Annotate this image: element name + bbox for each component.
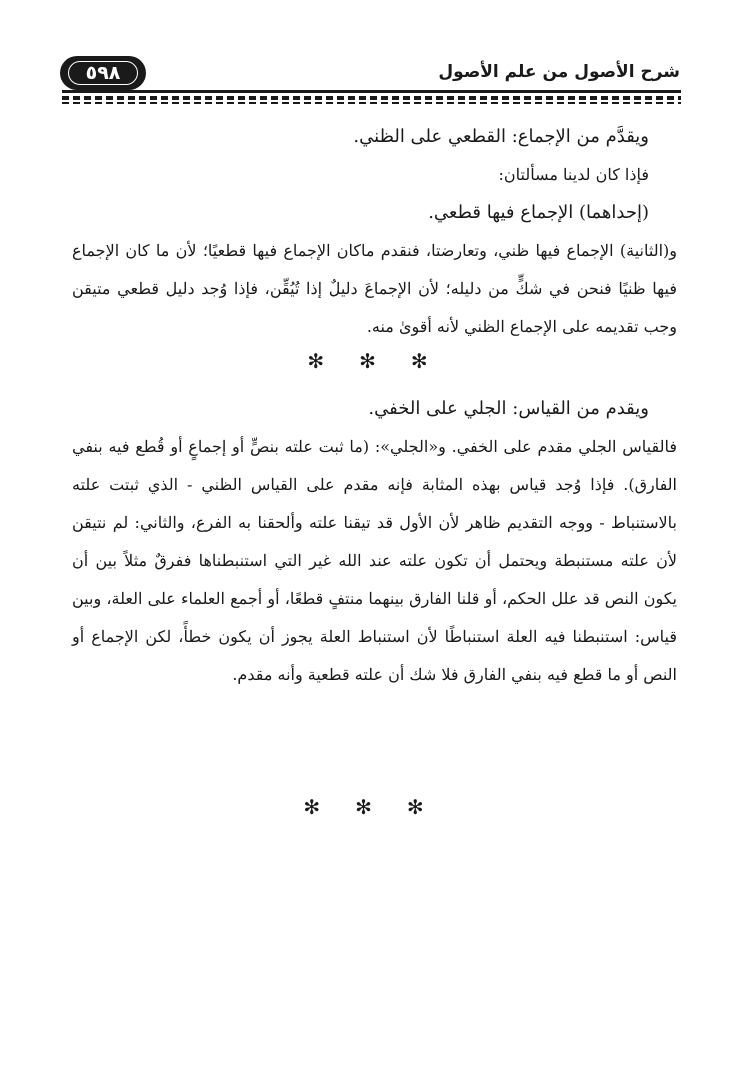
header-dashed-rule [62, 96, 681, 100]
paragraph-two-issues: فإذا كان لدينا مسألتان: [498, 165, 649, 184]
page-number-badge [60, 56, 146, 90]
running-title: شرح الأصول من علم الأصول [438, 62, 680, 82]
paragraph-second-issue: و(الثانية) الإجماع فيها ظني، وتعارضتا، فنقدم ماكان الإجماع فيها قطعيًا؛ لأن ما كان الإجماع فيها ظنيًا فنحن في شكٍّ من دليله؛ لأن الإجماعَ دليلٌ إذا تُيُقِّن، فإذا وُجد دليل قطعي متيقن وجب تقديمه على الإجماع الظني لأنه أقوىٰ منه. [72, 241, 677, 336]
paragraph-first-issue: (إحداهما) الإجماع فيها قطعي. [428, 202, 649, 223]
paragraph-qiyas-rule: ويقدم من القياس: الجلي على الخفي. [368, 398, 649, 419]
end-separator: ✻ ✻ ✻ [303, 795, 438, 819]
header-dashed-rule-thin [62, 102, 681, 104]
paragraph-ijma-rule: ويقدَّم من الإجماع: القطعي على الظني. [353, 126, 649, 147]
paragraph-qiyas-explanation: فالقياس الجلي مقدم على الخفي. و«الجلي»: (ما ثبت علته بنصٍّ أو إجماعٍ أو قُطع فيه بنفي الفارق). فإذا وُجد قياس بهذه المثابة فإنه مقدم على القياس الظني - الذي ثبتت علته بالاستنباط - ووجه التقديم ظاهر لأن الأول قد تيقنا علته وألحقنا به الفرع، والثاني: لم نتيقن لأن علته مستنبطة ويحتمل أن تكون علته عند الله غير التي استنبطناها ففرقٌ مثلاً بين أن يكون النص قد علل الحكم، أو قلنا الفارق بينهما منتفٍ قطعًا، أو أجمع العلماء على العلة، وبين قياس: استنبطنا فيه العلة استنباطًا لأن استنباط العلة يجوز أن يكون خطأً، لكن الإجماع أو النص أو ما قطع فيه بنفي الفارق فلا شك أن علته قطعية وأنه مقدم. [72, 437, 678, 684]
page-body [72, 118, 677, 694]
section-separator: ✻ ✻ ✻ [307, 349, 442, 373]
page-number: ٥٩٨ [85, 62, 121, 84]
header-rule [62, 90, 681, 93]
